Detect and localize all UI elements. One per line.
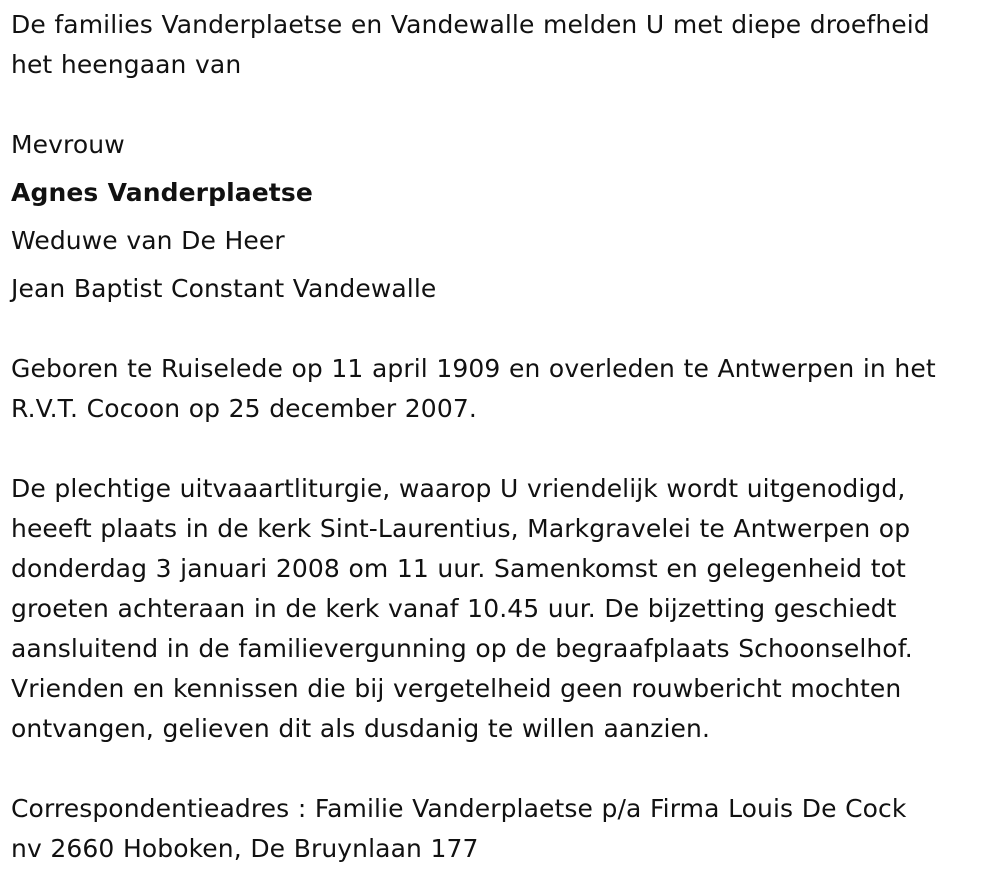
birth-death-line-2: R.V.T. Cocoon op 25 december 2007.: [11, 394, 477, 423]
funeral-line: Vrienden en kennissen die bij vergetelheid geen rouwbericht mochten: [11, 674, 902, 703]
funeral-line: heeeft plaats in de kerk Sint-Laurentius, Markgravelei te Antwerpen op: [11, 514, 911, 543]
funeral-line: aansluitend in de familievergunning op de begraafplaats Schoonselhof.: [11, 634, 913, 663]
funeral-line: donderdag 3 januari 2008 om 11 uur. Samenkomst en gelegenheid tot: [11, 554, 906, 583]
correspondence-line-2: nv 2660 Hoboken, De Bruynlaan 177: [11, 834, 479, 863]
deceased-title: Mevrouw: [11, 130, 125, 159]
spouse-name: Jean Baptist Constant Vandewalle: [11, 274, 437, 303]
intro-line-2: het heengaan van: [11, 50, 242, 79]
widow-line: Weduwe van De Heer: [11, 226, 285, 255]
deceased-name: Agnes Vanderplaetse: [11, 178, 313, 207]
correspondence-line-1: Correspondentieadres : Familie Vanderplaetse p/a Firma Louis De Cock: [11, 794, 907, 823]
intro-line-1: De families Vanderplaetse en Vandewalle melden U met diepe droefheid: [11, 10, 930, 39]
funeral-line: De plechtige uitvaaartliturgie, waarop U vriendelijk wordt uitgenodigd,: [11, 474, 906, 503]
funeral-line: ontvangen, gelieven dit als dusdanig te willen aanzien.: [11, 714, 711, 743]
birth-death-line-1: Geboren te Ruiselede op 11 april 1909 en overleden te Antwerpen in het: [11, 354, 936, 383]
funeral-line: groeten achteraan in de kerk vanaf 10.45 uur. De bijzetting geschiedt: [11, 594, 897, 623]
